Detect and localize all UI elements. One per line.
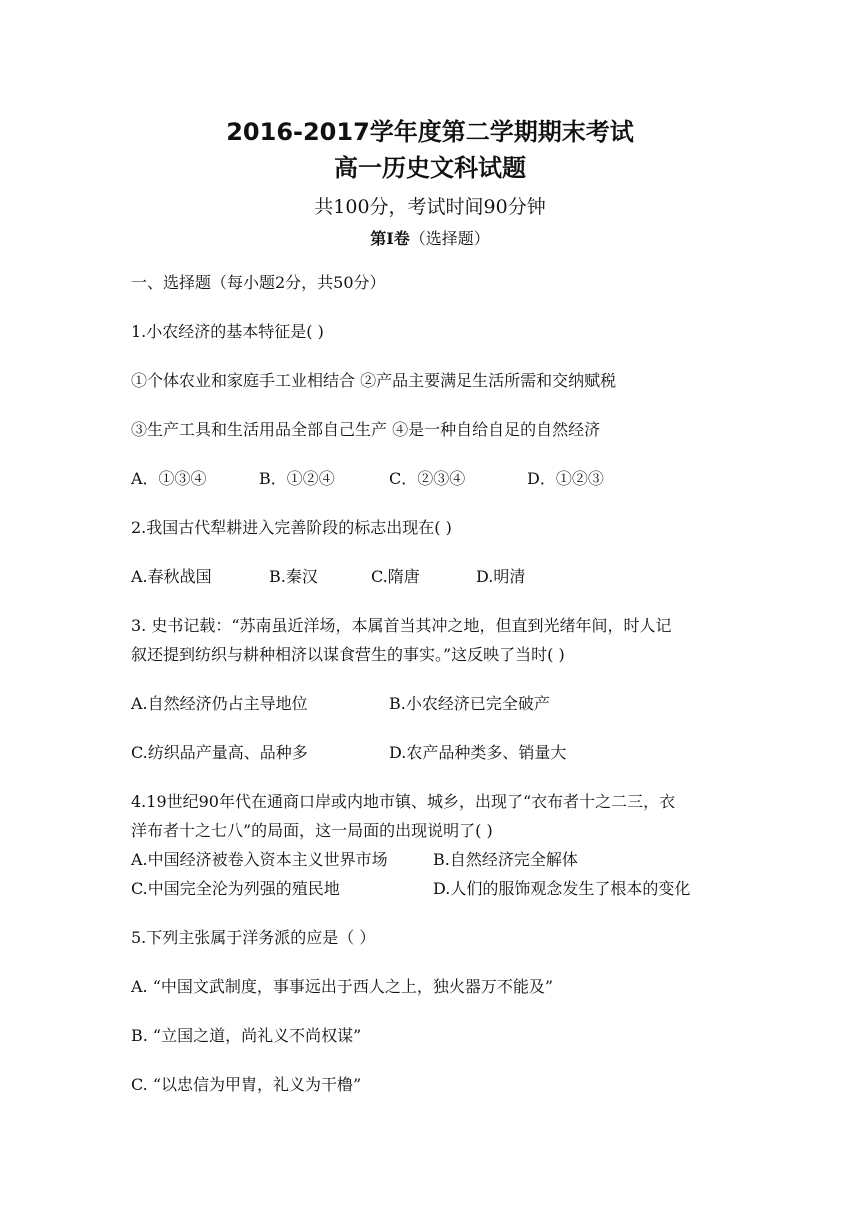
- q2-option-d: D.明清: [476, 567, 526, 586]
- q2-option-a: A.春秋战国: [131, 567, 212, 586]
- q4-option-c: C.中国完全沦为列强的殖民地: [131, 879, 340, 898]
- q3-stem-line-1: 3. 史书记载：“苏南虽近洋场，本属首当其冲之地，但直到光绪年间，时人记: [131, 616, 672, 635]
- q1-stem: 1.小农经济的基本特征是( ): [131, 322, 324, 341]
- q2-option-c: C.隋唐: [371, 567, 420, 586]
- q1-option-b: B．①②④: [259, 469, 335, 488]
- volume-type: （选择题）: [409, 229, 490, 248]
- q4-option-a: A.中国经济被卷入资本主义世界市场: [131, 850, 388, 869]
- part-heading: 一、选择题（每小题2分，共50分）: [131, 273, 386, 292]
- volume-heading: [0, 226, 860, 249]
- q4-option-b: B.自然经济完全解体: [433, 850, 578, 869]
- q1-items-line-2: ③生产工具和生活用品全部自己生产 ④是一种自给自足的自然经济: [131, 420, 601, 439]
- q3-stem-line-2: 叙还提到纺织与耕种相济以谋食营生的事实。”这反映了当时( ): [131, 645, 565, 664]
- exam-title: 2016-2017学年度第二学期期末考试: [226, 118, 634, 146]
- q3-option-c: C.纺织品产量高、品种多: [131, 743, 308, 762]
- q4-stem-line-2: 洋布者十之七八”的局面，这一局面的出现说明了( ): [131, 821, 493, 840]
- q4-option-d: D.人们的服饰观念发生了根本的变化: [433, 879, 691, 898]
- q1-items-line-1: ①个体农业和家庭手工业相结合 ②产品主要满足生活所需和交纳赋税: [131, 371, 617, 390]
- q5-option-b: B. “立国之道，尚礼义不尚权谋”: [131, 1026, 362, 1045]
- q3-option-a: A.自然经济仍占主导地位: [131, 694, 308, 713]
- exam-info: 共100分，考试时间90分钟: [314, 196, 546, 218]
- q4-stem-line-1: 4.19世纪90年代在通商口岸或内地市镇、城乡，出现了“衣布者十之二三，衣: [131, 792, 676, 811]
- q5-option-a: A. “中国文武制度，事事远出于西人之上，独火器万不能及”: [131, 977, 554, 996]
- q1-option-c: C．②③④: [389, 469, 466, 488]
- q2-option-b: B.秦汉: [269, 567, 318, 586]
- q1-option-a: A．①③④: [131, 469, 207, 488]
- q5-option-c: C. “以忠信为甲胄，礼义为干橹”: [131, 1075, 362, 1094]
- exam-subject-title: 高一历史文科试题: [334, 154, 526, 182]
- q5-stem: 5.下列主张属于洋务派的应是（ ）: [131, 928, 376, 947]
- q1-option-d: D．①②③: [527, 469, 604, 488]
- q2-stem: 2.我国古代犁耕进入完善阶段的标志出现在( ): [131, 518, 452, 537]
- q3-option-b: B.小农经济已完全破产: [389, 694, 550, 713]
- volume-label: 第Ⅰ卷: [370, 229, 410, 248]
- q3-option-d: D.农产品种类多、销量大: [389, 743, 567, 762]
